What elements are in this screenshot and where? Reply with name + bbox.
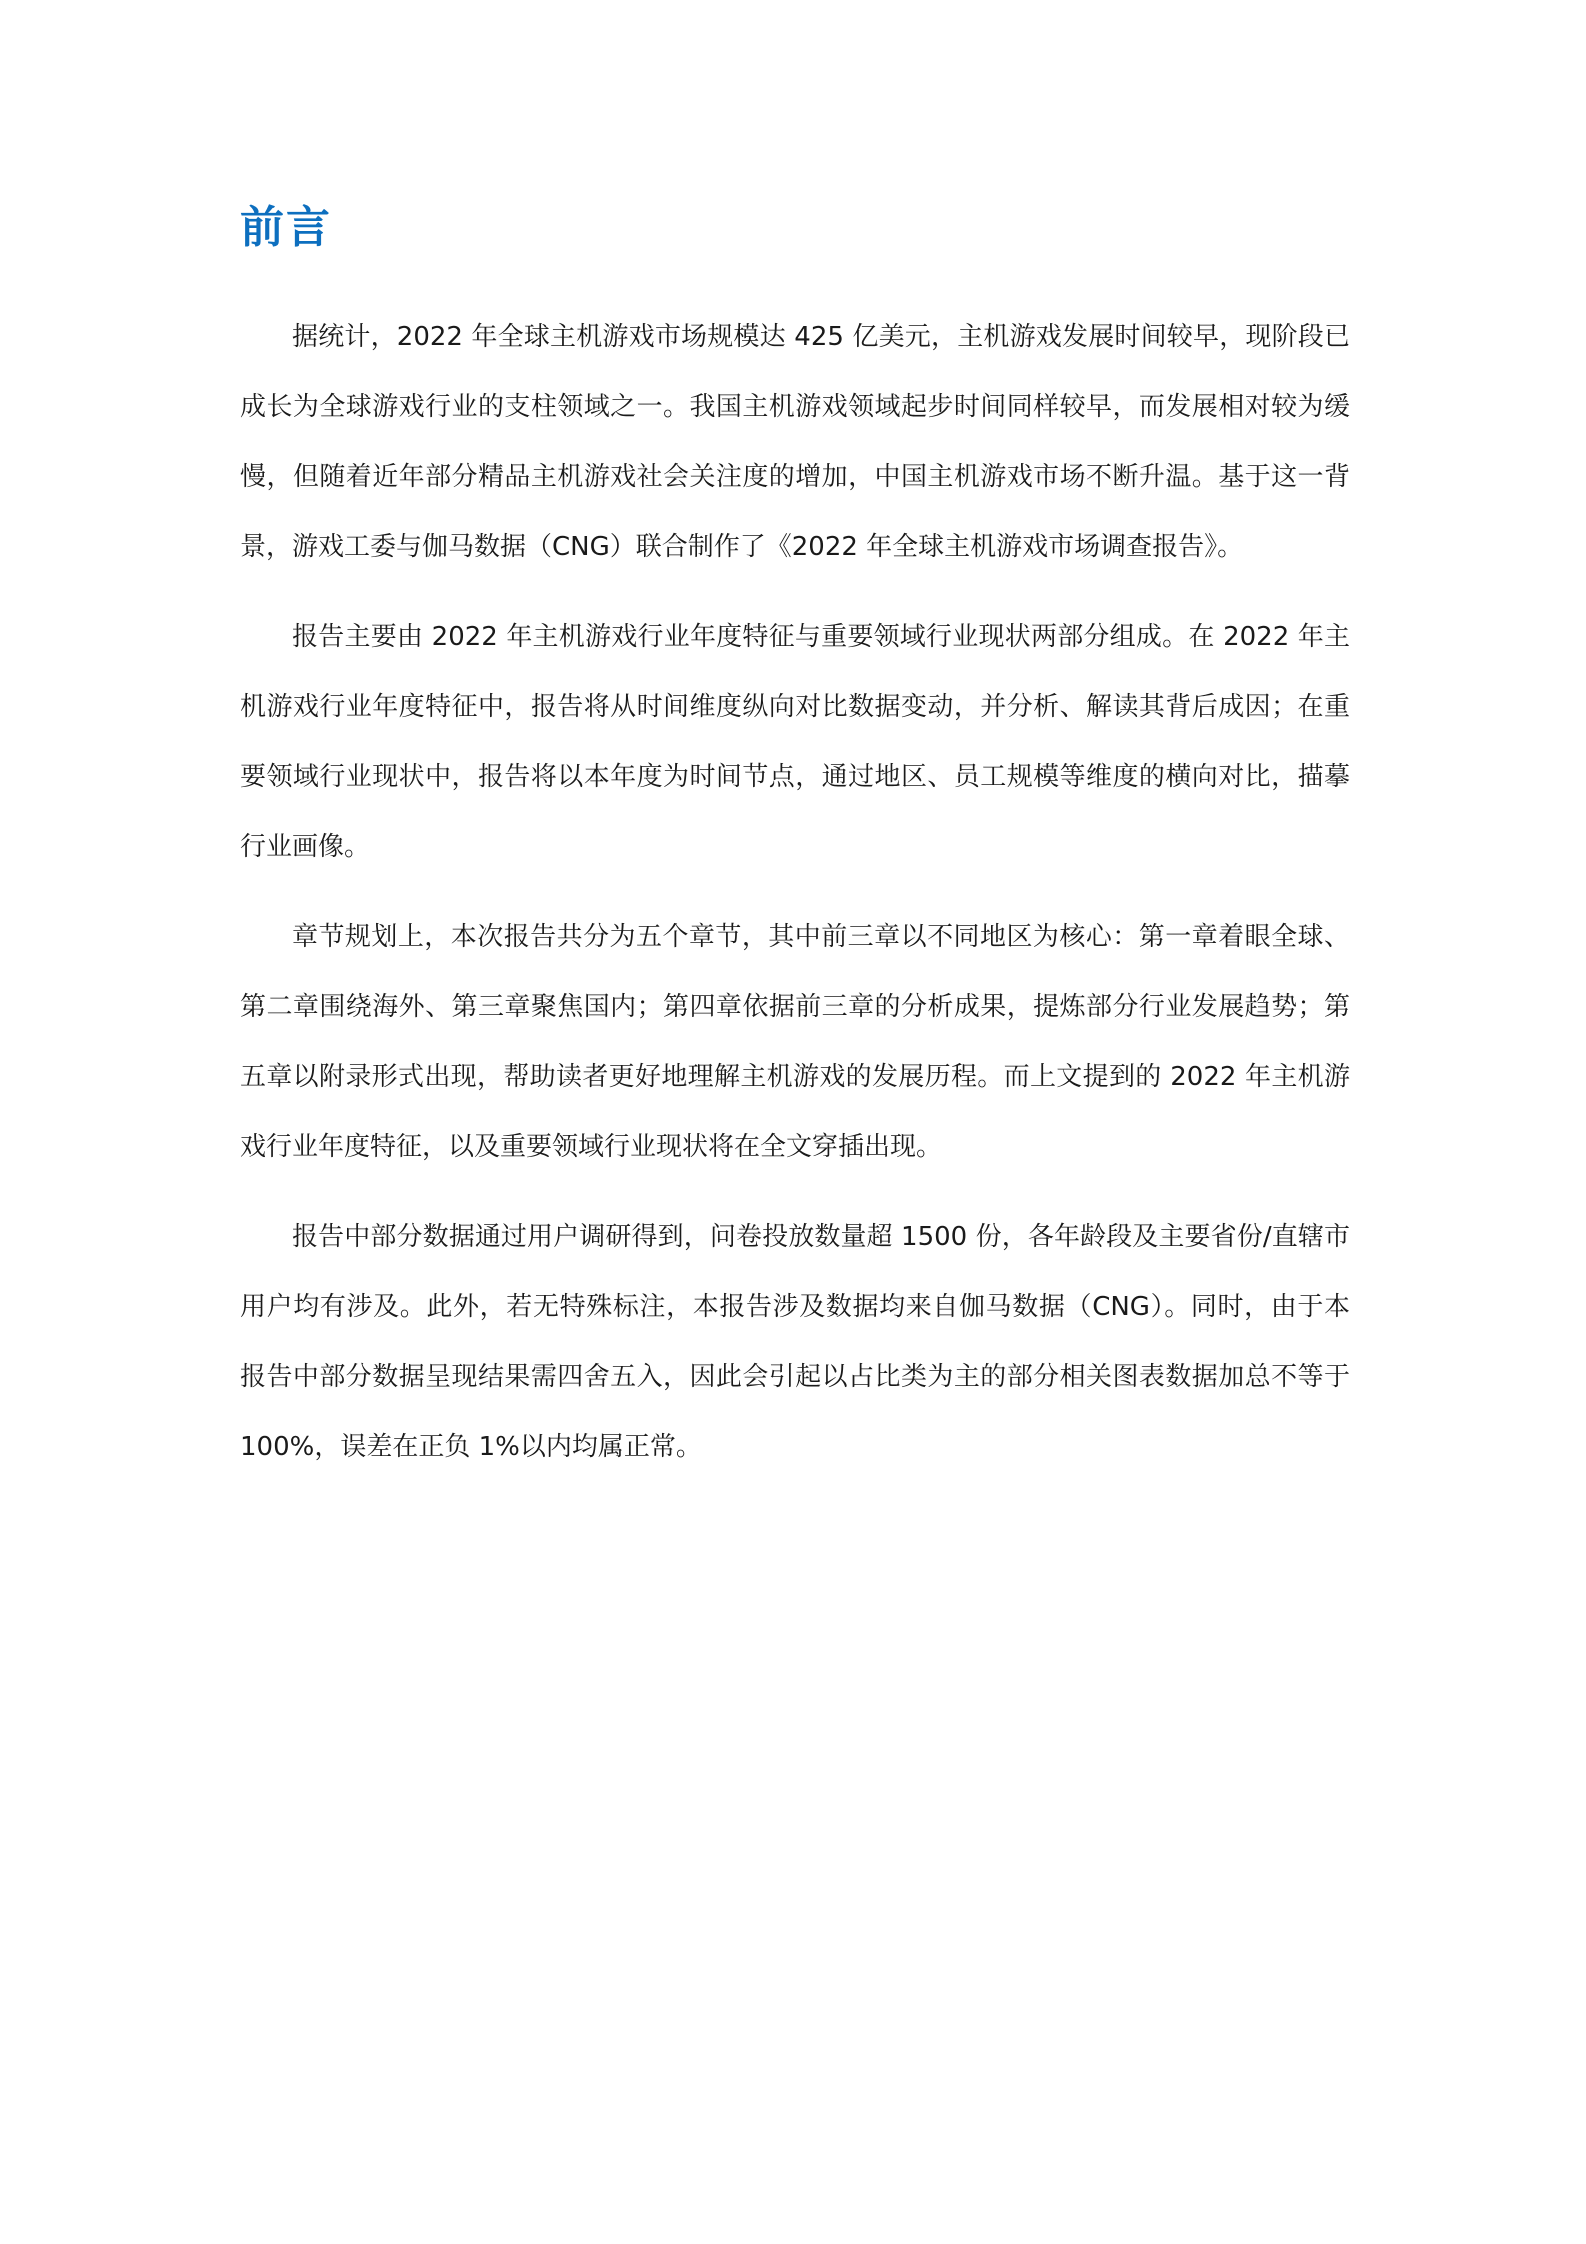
paragraph-chapter-plan: 章节规划上，本次报告共分为五个章节，其中前三章以不同地区为核心：第一章着眼全球、第二章围绕海外、第三章聚焦国内；第四章依据前三章的分析成果，提炼部分行业发展趋势；第五章以附录形式出现，帮助读者更好地理解主机游戏的发展历程。而上文提到的 2022 年主机游戏行业年度特征，以及重要领域行业现状将在全文穿插出现。 xyxy=(240,922,1350,1162)
page-content xyxy=(240,196,1350,1502)
paragraph-data-notes: 报告中部分数据通过用户调研得到，问卷投放数量超 1500 份，各年龄段及主要省份/直辖市用户均有涉及。此外，若无特殊标注，本报告涉及数据均来自伽马数据（CNG）。同时，由于本报告中部分数据呈现结果需四舍五入，因此会引起以占比类为主的部分相关图表数据加总不等于 100%，误差在正负 1%以内均属正常。 xyxy=(240,1222,1350,1462)
paragraph-market-overview: 据统计，2022 年全球主机游戏市场规模达 425 亿美元，主机游戏发展时间较早，现阶段已成长为全球游戏行业的支柱领域之一。我国主机游戏领域起步时间同样较早，而发展相对较为缓慢，但随着近年部分精品主机游戏社会关注度的增加，中国主机游戏市场不断升温。基于这一背景，游戏工委与伽马数据（CNG）联合制作了《2022 年全球主机游戏市场调查报告》。 xyxy=(240,322,1350,562)
paragraph-report-structure: 报告主要由 2022 年主机游戏行业年度特征与重要领域行业现状两部分组成。在 2022 年主机游戏行业年度特征中，报告将从时间维度纵向对比数据变动，并分析、解读其背后成因；在重要领域行业现状中，报告将以本年度为时间节点，通过地区、员工规模等维度的横向对比，描摹行业画像。 xyxy=(240,622,1350,862)
page-title: 前言 xyxy=(240,202,332,253)
